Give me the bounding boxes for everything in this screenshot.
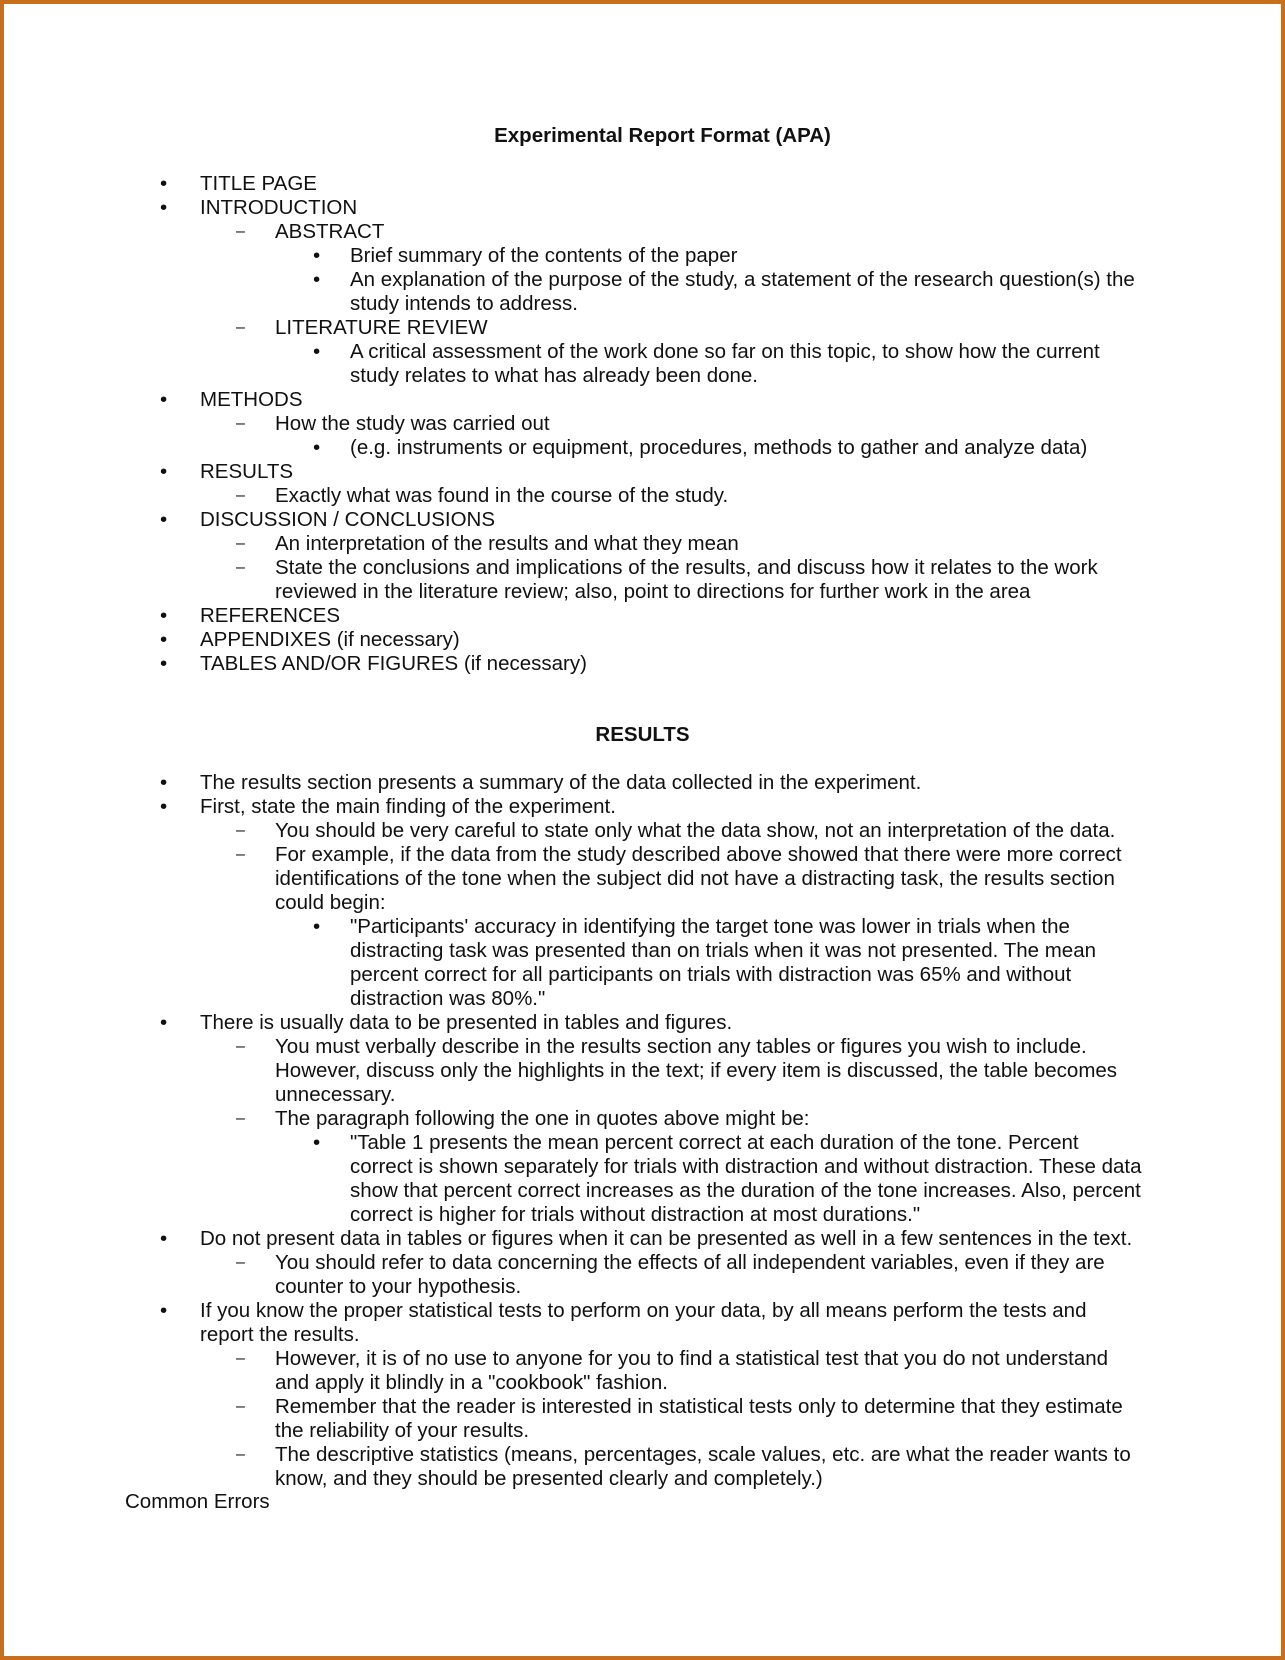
list-item-text: study relates to what has already been done. [350,364,758,387]
list-item-text: study intends to address. [350,292,578,315]
bullet-marker: • [160,388,168,411]
list-item [0,1035,1285,1107]
list-item [0,316,1285,340]
list-item [0,508,1285,532]
list-item-text: correct is higher for trials without distraction at most durations." [350,1203,921,1226]
list-item [0,388,1285,412]
list-item-text: TABLES AND/OR FIGURES (if necessary) [200,652,587,675]
bullet-marker: • [160,1299,168,1322]
list-item [0,244,1285,268]
dash-marker: – [236,1350,245,1367]
bullet-marker: • [160,628,168,651]
list-item [0,843,1285,915]
list-item-text: A critical assessment of the work done so far on this topic, to show how the current [350,340,1100,363]
list-item-text: Do not present data in tables or figures when it can be presented as well in a few sentences in the text. [200,1227,1133,1250]
list-item [0,1011,1285,1035]
list-item [0,604,1285,628]
bullet-marker: • [160,795,168,818]
dash-marker: – [236,1446,245,1463]
list-item [0,1251,1285,1299]
dash-marker: – [236,559,245,576]
list-item-text: correct is shown separately for trials with distraction and without distraction. These data [350,1155,1142,1178]
list-item-text: unnecessary. [275,1083,396,1106]
dash-marker: – [236,487,245,504]
list-item [0,532,1285,556]
list-item-text: You must verbally describe in the results section any tables or figures you wish to include. [275,1035,1087,1058]
list-item-text: report the results. [200,1323,360,1346]
list-item-text: An interpretation of the results and what they mean [275,532,739,555]
list-item [0,1227,1285,1251]
list-item-text: ABSTRACT [275,220,385,243]
list-item-text: DISCUSSION / CONCLUSIONS [200,508,496,531]
list-item-text: If you know the proper statistical tests to perform on your data, by all means perform the tests and [200,1299,1087,1322]
list-item-text: METHODS [200,388,303,411]
list-item-text: know, and they should be presented clearly and completely.) [275,1467,823,1490]
list-item-text: However, discuss only the highlights in the text; if every item is discussed, the table becomes [275,1059,1118,1082]
list-item [0,1131,1285,1227]
dash-marker: – [236,535,245,552]
dash-marker: – [236,1110,245,1127]
list-item-text: counter to your hypothesis. [275,1275,522,1298]
bullet-marker: • [313,340,321,363]
list-item-text: "Table 1 presents the mean percent correct at each duration of the tone. Percent [350,1131,1079,1154]
list-item [0,628,1285,652]
list-item-text: REFERENCES [200,604,341,627]
list-item [0,436,1285,460]
list-item [0,268,1285,316]
dash-marker: – [236,822,245,839]
list-item-text: You should refer to data concerning the effects of all independent variables, even if they are [275,1251,1105,1274]
list-item [0,1443,1285,1491]
list-item-text: (e.g. instruments or equipment, procedures, methods to gather and analyze data) [350,436,1088,459]
common-errors-label: Common Errors [125,1490,270,1513]
list-item-text: LITERATURE REVIEW [275,316,488,339]
bullet-marker: • [160,196,168,219]
list-item-text: You should be very careful to state only what the data show, not an interpretation of the data. [275,819,1116,842]
list-item-text: could begin: [275,891,386,914]
bullet-marker: • [160,508,168,531]
bullet-marker: • [160,172,168,195]
list-item-text: Exactly what was found in the course of the study. [275,484,729,507]
list-item [0,196,1285,220]
outline-list [0,172,1285,676]
list-item-text: identifications of the tone when the subject did not have a distracting task, the results section [275,867,1115,890]
dash-marker: – [236,846,245,863]
list-item-text: Remember that the reader is interested in statistical tests only to determine that they estimate [275,1395,1123,1418]
list-item-text: An explanation of the purpose of the study, a statement of the research question(s) the [350,268,1135,291]
list-item-text: "Participants' accuracy in identifying the target tone was lower in trials when the [350,915,1070,938]
list-item [0,915,1285,1011]
list-item-text: distraction was 80%." [350,987,546,1010]
bullet-marker: • [160,1011,168,1034]
list-item-text: First, state the main finding of the experiment. [200,795,616,818]
list-item [0,652,1285,676]
list-item-text: The descriptive statistics (means, percentages, scale values, etc. are what the reader wants to [275,1443,1131,1466]
bullet-marker: • [313,268,321,291]
list-item-text: the reliability of your results. [275,1419,530,1442]
bullet-marker: • [160,652,168,675]
list-item-text: Brief summary of the contents of the paper [350,244,738,267]
list-item-text: reviewed in the literature review; also, point to directions for further work in the area [275,580,1031,603]
list-item-text: distracting task was presented than on trials when it was not presented. The mean [350,939,1097,962]
bullet-marker: • [313,915,321,938]
bullet-marker: • [160,1227,168,1250]
bullet-marker: • [313,1131,321,1154]
dash-marker: – [236,319,245,336]
list-item [0,771,1285,795]
list-item-text: For example, if the data from the study described above showed that there were more correct [275,843,1122,866]
list-item-text: There is usually data to be presented in tables and figures. [200,1011,733,1034]
results-list [0,771,1285,1491]
list-item-text: show that percent correct increases as the duration of the tone increases. Also, percent [350,1179,1141,1202]
list-item [0,412,1285,436]
bullet-marker: • [313,436,321,459]
list-item-text: The paragraph following the one in quotes above might be: [275,1107,810,1130]
list-item-text: INTRODUCTION [200,196,358,219]
bullet-marker: • [313,244,321,267]
bullet-marker: • [160,460,168,483]
list-item [0,819,1285,843]
bullet-marker: • [160,604,168,627]
dash-marker: – [236,1038,245,1055]
list-item [0,556,1285,604]
list-item [0,1347,1285,1395]
dash-marker: – [236,1254,245,1271]
list-item [0,1107,1285,1131]
list-item [0,172,1285,196]
list-item-text: State the conclusions and implications of the results, and discuss how it relates to the work [275,556,1098,579]
list-item [0,484,1285,508]
list-item-text: The results section presents a summary of the data collected in the experiment. [200,771,922,794]
list-item-text: TITLE PAGE [200,172,317,195]
list-item-text: and apply it blindly in a "cookbook" fashion. [275,1371,668,1394]
dash-marker: – [236,1398,245,1415]
bullet-marker: • [160,771,168,794]
dash-marker: – [236,415,245,432]
list-item [0,795,1285,819]
list-item-text: However, it is of no use to anyone for you to find a statistical test that you do not understand [275,1347,1109,1370]
list-item-text: RESULTS [200,460,294,483]
list-item [0,220,1285,244]
dash-marker: – [236,223,245,240]
results-heading: RESULTS [595,723,690,746]
list-item [0,340,1285,388]
list-item [0,1299,1285,1347]
page-title: Experimental Report Format (APA) [494,124,831,147]
list-item-text: APPENDIXES (if necessary) [200,628,460,651]
list-item [0,460,1285,484]
list-item [0,1395,1285,1443]
list-item-text: How the study was carried out [275,412,550,435]
list-item-text: percent correct for all participants on trials with distraction was 65% and without [350,963,1072,986]
